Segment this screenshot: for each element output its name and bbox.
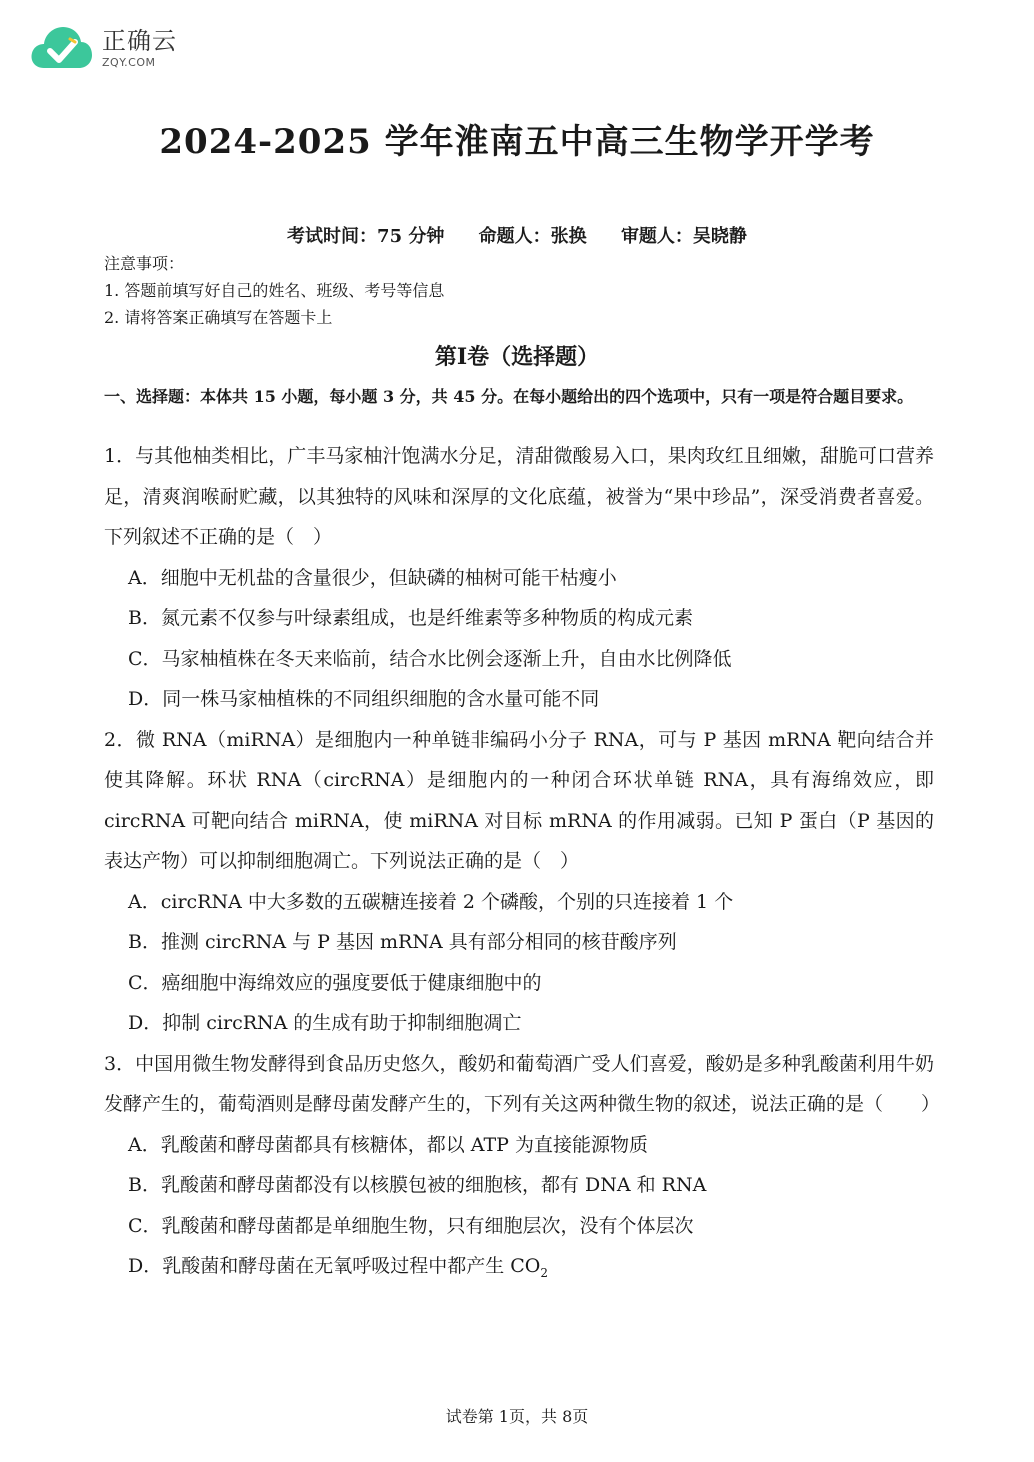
question-1 [104,436,934,720]
logo-domain: ZQY.COM [102,55,156,69]
option-c: C．癌细胞中海绵效应的强度要低于健康细胞中的 [128,971,542,994]
section-title: 第Ⅰ卷（选择题） [434,344,600,370]
exam-reviewer: 审题人：吴晓静 [620,226,747,247]
notes [104,250,444,331]
section-instructions: 一、选择题：本体共 15 小题，每小题 3 分，共 45 分。在每小题给出的四个选项中，只有一项是符合题目要求。 [104,387,914,406]
zqy-logo [28,22,177,74]
option-d [104,1246,934,1293]
cloud-check-icon [28,22,94,74]
page-footer: 试卷第 1页，共 8页 [445,1407,589,1426]
question-list [104,436,941,1293]
option-a: A．乳酸菌和酵母菌都具有核糖体，都以 ATP 为直接能源物质 [128,1133,648,1156]
exam-title: 2024-2025 学年淮南五中高三生物学开学考 [159,122,875,162]
notes-item: 1. 答题前填写好自己的姓名、班级、考号等信息 [104,281,445,300]
exam-author: 命题人：张换 [478,226,587,247]
notes-item: 2. 请将答案正确填写在答题卡上 [104,308,333,327]
question-stem: 2．微 RNA（miRNA）是细胞内一种单链非编码小分子 RNA，可与 P 基因 mRNA 靶向结合并使其降解。环状 RNA（circRNA）是细胞内的一种闭合环状单链 RNA，具有海绵效应，即 circRNA 可靶向结合 miRNA，使 miRNA 对目标 mRNA 的作用减弱。已知 P 蛋白（P 基因的表达产物）可以抑制细胞凋亡。下列说法正确的是（ ） [104,728,934,872]
option-c: C．马家柚植株在冬天来临前，结合水比例会逐渐上升，自由水比例降低 [128,647,732,670]
option-b: B．推测 circRNA 与 P 基因 mRNA 具有部分相同的核苷酸序列 [128,931,677,953]
co2-subscript: 2 [540,1265,549,1280]
option-b: B．乳酸菌和酵母菌都没有以核膜包被的细胞核，都有 DNA 和 RNA [128,1174,707,1196]
exam-info [0,222,1034,248]
option-a: A．细胞中无机盐的含量很少，但缺磷的柚树可能干枯瘦小 [128,566,617,589]
option-d-text: D．乳酸菌和酵母菌在无氧呼吸过程中都产生 CO [128,1255,541,1277]
notes-heading: 注意事项： [104,254,185,273]
exam-time: 考试时间：75 分钟 [287,226,445,247]
question-3 [104,1044,941,1294]
option-d: D．抑制 circRNA 的生成有助于抑制细胞凋亡 [128,1012,522,1034]
question-2 [104,720,934,1044]
option-b: B．氮元素不仅参与叶绿素组成，也是纤维素等多种物质的构成元素 [128,607,693,629]
option-a: A．circRNA 中大多数的五碳糖连接着 2 个磷酸，个别的只连接着 1 个 [128,890,734,913]
question-stem: 3．中国用微生物发酵得到食品历史悠久，酸奶和葡萄酒广受人们喜爱，酸奶是多种乳酸菌利用牛奶发酵产生的，葡萄酒则是酵母菌发酵产生的，下列有关这两种微生物的叙述，说法正确的是（ ） [104,1052,941,1115]
option-c: C．乳酸菌和酵母菌都是单细胞生物，只有细胞层次，没有个体层次 [128,1214,694,1237]
logo-name: 正确云 [102,26,177,55]
question-stem: 1．与其他柚类相比，广丰马家柚汁饱满水分足，清甜微酸易入口，果肉玫红且细嫩，甜脆可口营养足，清爽润喉耐贮藏，以其独特的风味和深厚的文化底蕴，被誉为“果中珍品”，深受消费者喜爱。下列叙述不正确的是（ ） [104,445,934,548]
option-d: D．同一株马家柚植株的不同组织细胞的含水量可能不同 [128,688,600,710]
